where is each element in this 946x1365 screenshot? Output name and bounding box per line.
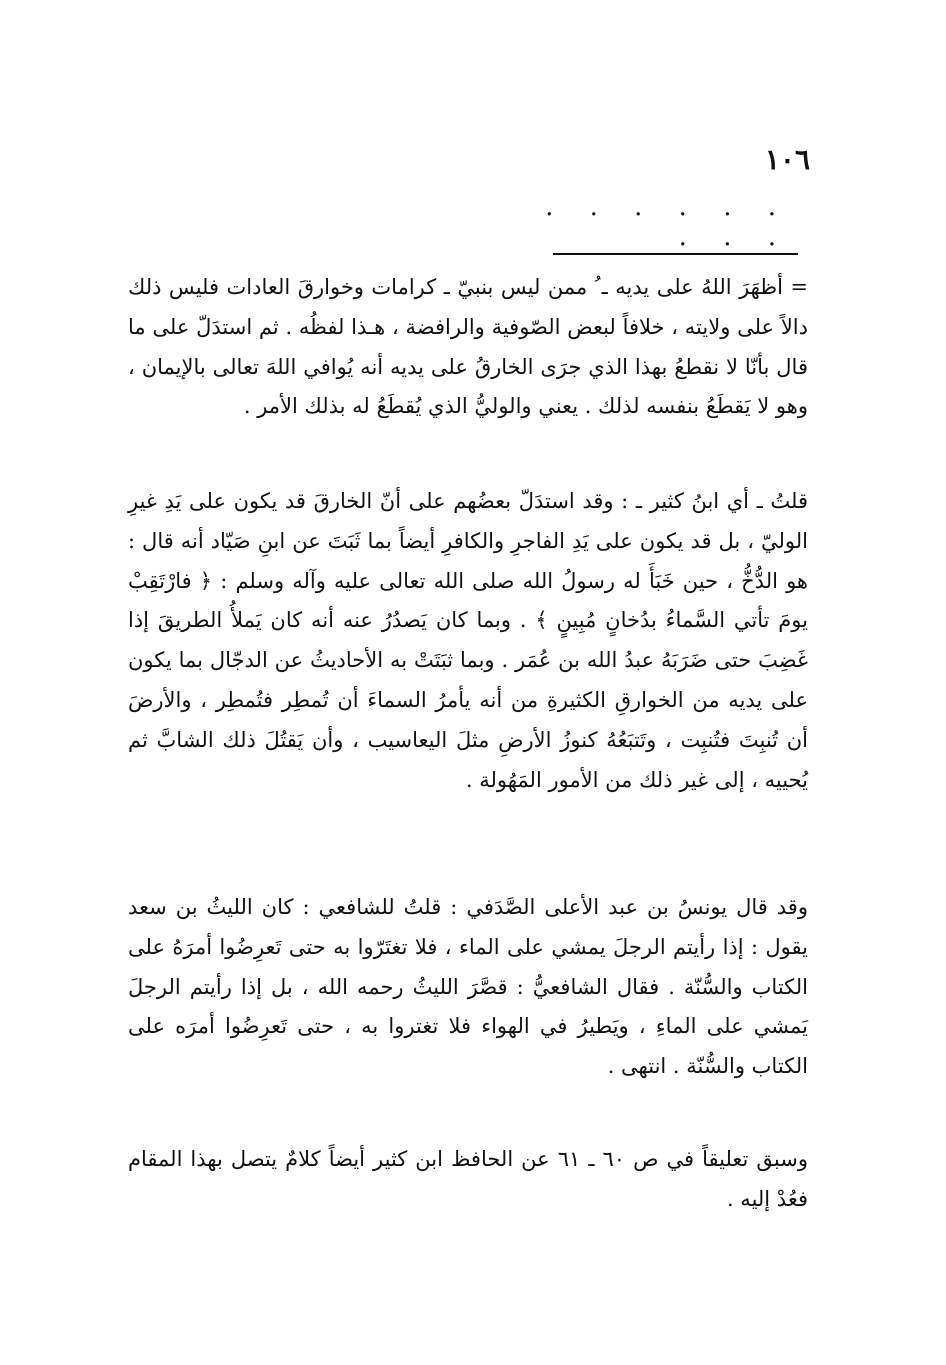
paragraph-3: وقد قال يونسُ بن عبد الأعلى الصَّدَفي : قلتُ للشافعي : كان الليثُ بن سعد يقول : إذا رأيتم الرجلَ يمشي على الماء ، فلا تغتَرّوا به حتى تَعرِضُوا أمرَهُ على الكتاب والسُّنّة . فقال الشافعيُّ : قصَّرَ الليثُ رحمه الله ، بل إذا رأيتم الرجلَ يَمشي على الماءِ ، ويَطيرُ في الهواء فلا تغتروا به ، حتى تَعرِضُوا أمرَه على الكتاب والسُّنّة . انتهى . bbox=[128, 895, 808, 1079]
paragraph-4: وسبق تعليقاً في ص ٦٠ ـ ٦١ عن الحافظ ابن كثير أيضاً كلامٌ يتصل بهذا المقام فعُدْ إليه . bbox=[128, 1147, 808, 1211]
paragraph-1: = أظهَرَ اللهُ على يديه ـ ُ ممن ليس بنبيّ ـ كرامات وخوارقَ العادات فليس ذلك دالاً على ولايته ، خلافاً لبعض الصّوفية والرافضة ، هـذا لفظُه . ثم استدَلّ على ما قال بأنّا لا نقطعُ بهذا الذي جرَى الخارقُ على يديه أنه يُوافي اللهَ تعالى بالإيمان ، وهو لا يَقطَعُ بنفسه لذلك . يعني والوليُّ الذي يُقطَعُ له بذلك الأمر . bbox=[128, 275, 808, 419]
ellipsis-dots: . . . . . . . . . bbox=[545, 192, 790, 252]
page-number: ١٠٦ bbox=[764, 143, 810, 176]
footnote-separator bbox=[553, 253, 798, 255]
paragraph-2: قلتُ ـ أي ابنُ كثير ـ : وقد استدَلّ بعضُهم على أنّ الخارقَ قد يكون على يَدِ غيرِ الوليّ ، بل قد يكون على يَدِ الفاجرِ والكافرِ أيضاً بما ثَبَتَ عن ابنِ صَيّاد أنه قال : هو الدُّخُّ ، حين خَبَأَ له رسولُ الله صلى الله تعالى عليه وآله وسلم : ﴿ فارْتَقِبْ يومَ تأتي السَّماءُ بدُخانٍ مُبِينٍ ﴾ . وبما كان يَصدُرُ عنه أنه كان يَملأُ الطريقَ إذا غَضِبَ حتى ضَرَبَهُ عبدُ الله بن عُمَر . وبما ثبَتَتْ به الأحاديثُ عن الدجّال بما يكون على يديه من الخوارقِ الكثيرةِ من أنه يأمرُ السماءَ أن تُمطِر فتُمطِر ، والأرضَ أن تُنبِتَ فتُنبِت ، وتَتبَعُهُ كنوزُ الأرضِ مثلَ اليعاسيب ، وأن يَقتُلَ ذلك الشابَّ ثم يُحييه ، إلى غير ذلك من الأمور المَهُولة . bbox=[128, 489, 808, 792]
